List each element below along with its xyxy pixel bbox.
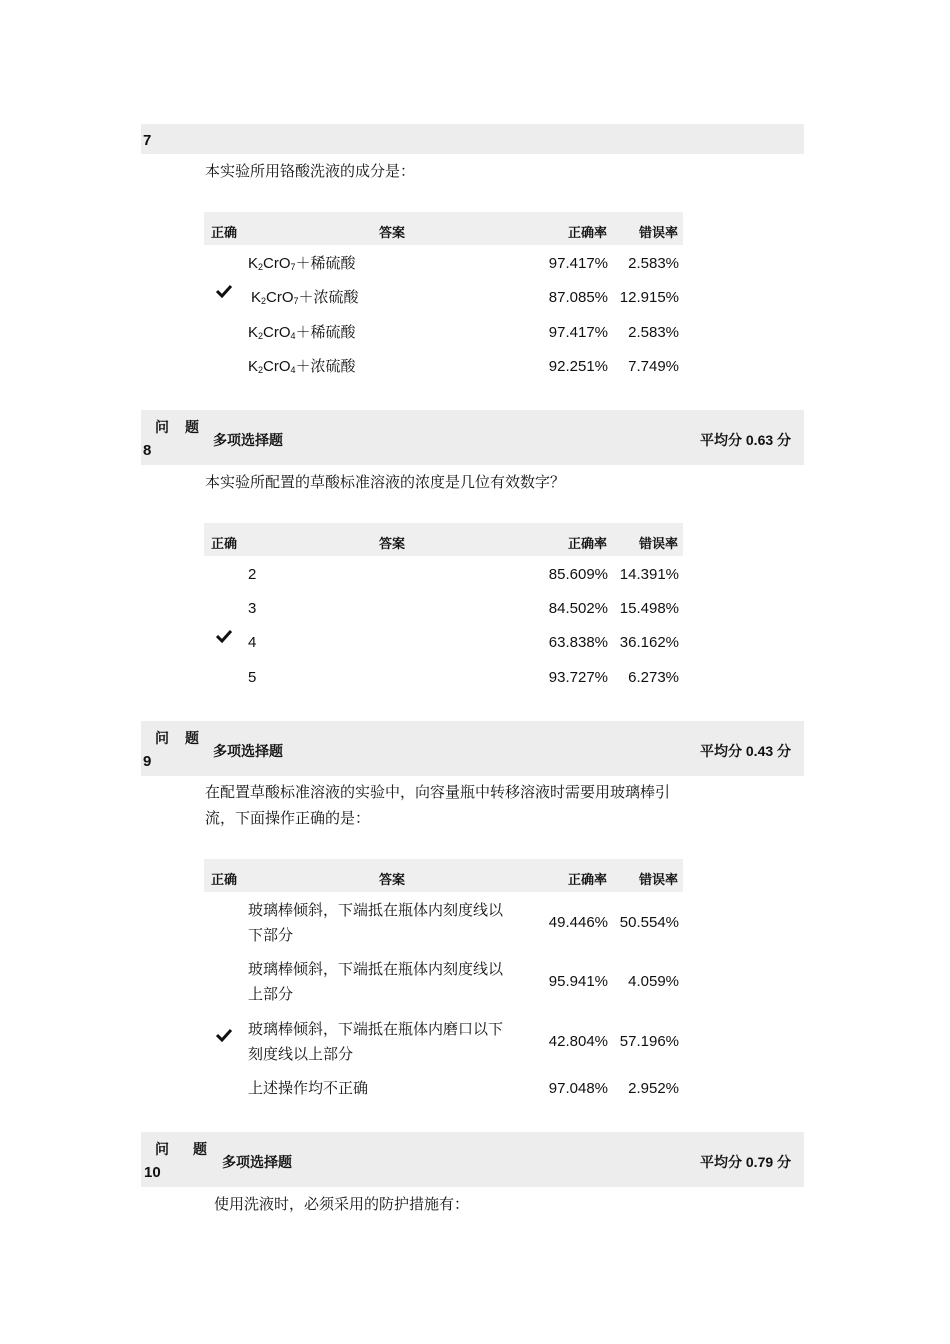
checkmark-icon: [216, 284, 232, 298]
question-7-header: [141, 124, 804, 154]
checkmark-icon: [216, 1028, 232, 1042]
correct-rate: 63.838%: [548, 634, 608, 651]
error-rate: 2.952%: [628, 1080, 679, 1097]
checkmark-icon: [216, 629, 232, 643]
question-label: 题: [185, 730, 199, 746]
correct-rate: 92.251%: [548, 358, 608, 375]
error-rate: 4.059%: [628, 973, 679, 990]
correct-rate: 97.417%: [548, 324, 608, 341]
question-text: 本实验所配置的草酸标准溶液的浓度是几位有效数字？: [205, 473, 566, 491]
average-score: 平均分 0.43 分: [700, 743, 792, 759]
answer-text-line: 刻度线以上部分: [248, 1046, 354, 1063]
col-correct: 正确: [211, 536, 238, 551]
answer-text: 3: [248, 600, 257, 617]
answer-text-line: 玻璃棒倾斜，下端抵在瓶体内刻度线以: [248, 902, 504, 919]
answer-table-header: [204, 859, 683, 892]
answer-text-line: 下部分: [248, 927, 294, 944]
col-error-rate: 错误率: [639, 872, 679, 887]
answer-table-header: [204, 212, 683, 245]
correct-rate: 93.727%: [548, 669, 608, 686]
answer-table-header: [204, 523, 683, 556]
question-text-line: 流，下面操作正确的是：: [205, 809, 371, 827]
average-score: 平均分 0.79 分: [700, 1154, 792, 1170]
error-rate: 2.583%: [628, 255, 679, 272]
error-rate: 12.915%: [619, 289, 679, 306]
answer-text: $K_2CrO_4+$浓硫酸: [248, 358, 356, 375]
question-number: 8: [143, 442, 152, 459]
col-correct: 正确: [211, 225, 238, 240]
correct-rate: 97.048%: [548, 1080, 608, 1097]
question-text: 本实验所用铬酸洗液的成分是：: [205, 162, 416, 180]
question-number: 7: [143, 132, 152, 149]
answer-text-line: 玻璃棒倾斜，下端抵在瓶体内磨口以下: [248, 1021, 504, 1038]
answer-text: 上述操作均不正确: [248, 1080, 369, 1097]
answer-text: 5: [248, 669, 257, 686]
question-number: 9: [143, 753, 152, 770]
answer-text-line: 玻璃棒倾斜，下端抵在瓶体内刻度线以: [248, 961, 504, 978]
col-correct-rate: 正确率: [568, 536, 608, 551]
error-rate: 15.498%: [619, 600, 679, 617]
col-answer: 答案: [379, 872, 406, 887]
correct-rate: 87.085%: [548, 289, 608, 306]
average-score: 平均分 0.63 分: [700, 432, 792, 448]
correct-rate: 97.417%: [548, 255, 608, 272]
correct-rate: 95.941%: [548, 973, 608, 990]
answer-text: $K_2CrO_4+$稀硫酸: [248, 324, 356, 341]
question-type: 多项选择题: [213, 743, 283, 759]
question-label: 题: [193, 1141, 207, 1157]
col-correct-rate: 正确率: [568, 225, 608, 240]
answer-text: $K_2CrO_7+$稀硫酸: [248, 255, 356, 272]
error-rate: 6.273%: [628, 669, 679, 686]
col-error-rate: 错误率: [639, 225, 679, 240]
col-answer: 答案: [379, 225, 406, 240]
question-label: 问: [155, 419, 169, 435]
col-answer: 答案: [379, 536, 406, 551]
answer-text-line: 上部分: [248, 986, 294, 1003]
error-rate: 57.196%: [619, 1033, 679, 1050]
question-type: 多项选择题: [213, 432, 283, 448]
question-label: 问: [155, 1141, 169, 1157]
correct-rate: 85.609%: [548, 566, 608, 583]
col-correct: 正确: [211, 872, 238, 887]
error-rate: 36.162%: [619, 634, 679, 651]
question-text: 使用洗液时，必须采用的防护措施有：: [214, 1195, 470, 1213]
error-rate: 2.583%: [628, 324, 679, 341]
col-error-rate: 错误率: [639, 536, 679, 551]
answer-text: 4: [248, 634, 257, 651]
correct-rate: 49.446%: [548, 914, 608, 931]
correct-rate: 42.804%: [548, 1033, 608, 1050]
col-correct-rate: 正确率: [568, 872, 608, 887]
error-rate: 50.554%: [619, 914, 679, 931]
question-type: 多项选择题: [222, 1154, 292, 1170]
answer-text: 2: [248, 566, 257, 583]
error-rate: 14.391%: [619, 566, 679, 583]
question-label: 题: [185, 419, 199, 435]
error-rate: 7.749%: [628, 358, 679, 375]
correct-rate: 84.502%: [548, 600, 608, 617]
question-label: 问: [155, 730, 169, 746]
question-number: 10: [144, 1164, 161, 1181]
answer-text: $K_2CrO_7+$浓硫酸: [251, 289, 359, 306]
question-text-line: 在配置草酸标准溶液的实验中，向容量瓶中转移溶液时需要用玻璃棒引: [205, 783, 671, 801]
